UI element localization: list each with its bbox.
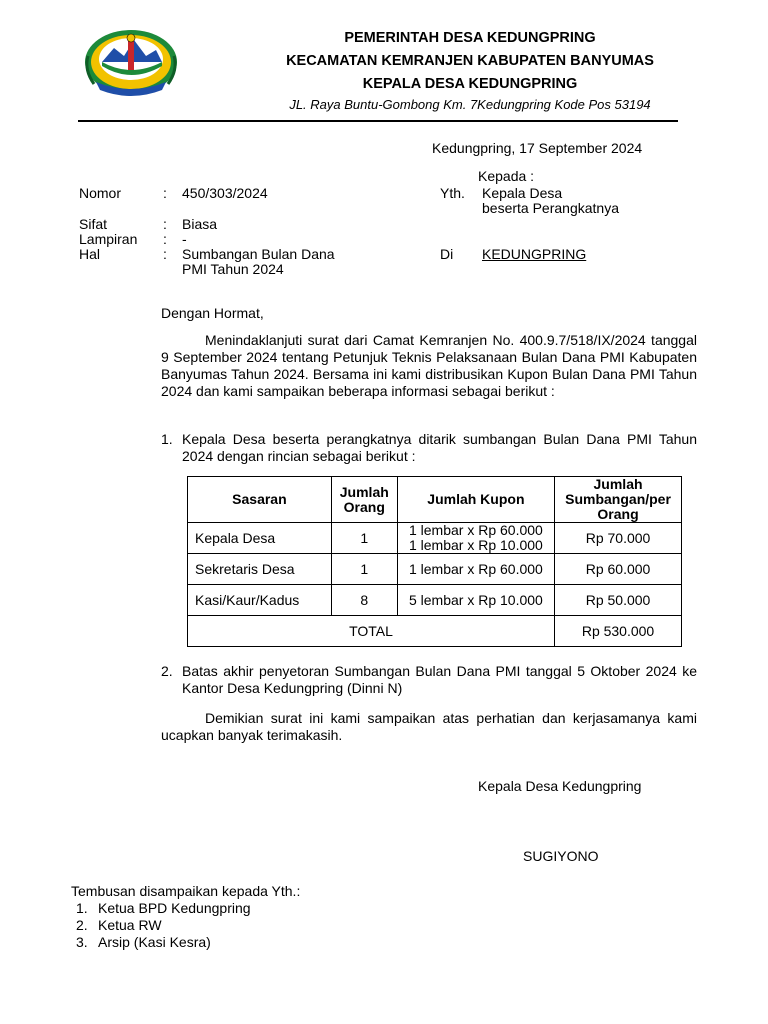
header-district: KECAMATAN KEMRANJEN KABUPATEN BANYUMAS bbox=[286, 53, 654, 69]
meta-colon: : bbox=[163, 231, 167, 247]
meta-value-hal-line2: PMI Tahun 2024 bbox=[182, 261, 284, 277]
cell-sasaran: Sekretaris Desa bbox=[188, 554, 332, 585]
meta-colon: : bbox=[163, 185, 167, 201]
cc-heading: Tembusan disampaikan kepada Yth.: bbox=[71, 883, 301, 899]
cell-total-value: Rp 530.000 bbox=[555, 616, 682, 647]
cell-kupon-line1: 1 lembar x Rp 60.000 bbox=[408, 522, 543, 538]
cell-kupon: 5 lembar x Rp 10.000 bbox=[397, 585, 554, 616]
recipient-di: Di bbox=[440, 246, 454, 262]
recipient-place: KEDUNGPRING bbox=[482, 246, 587, 262]
table-row bbox=[188, 585, 682, 616]
cc-item-number: 1. bbox=[76, 900, 88, 916]
meta-label-sifat: Sifat bbox=[79, 216, 108, 232]
meta-label-nomor: Nomor bbox=[79, 185, 122, 201]
table-row bbox=[188, 554, 682, 585]
signature-name: SUGIYONO bbox=[523, 848, 599, 864]
letter-date: Kedungpring, 17 September 2024 bbox=[432, 140, 643, 156]
column-header-sasaran: Sasaran bbox=[188, 477, 332, 523]
greeting: Dengan Hormat, bbox=[161, 305, 264, 321]
cell-total-label: TOTAL bbox=[188, 616, 555, 647]
cell-sumbangan: Rp 50.000 bbox=[555, 585, 682, 616]
cell-kupon bbox=[397, 523, 554, 554]
meta-label-lampiran: Lampiran bbox=[79, 231, 138, 247]
list-item-number: 2. bbox=[161, 663, 173, 679]
cell-sasaran: Kepala Desa bbox=[188, 523, 332, 554]
recipient-yth: Yth. bbox=[440, 185, 465, 201]
cc-item-text: Arsip (Kasi Kesra) bbox=[98, 934, 211, 950]
list-item-text: Batas akhir penyetoran Sumbangan Bulan Dana PMI tanggal 5 Oktober 2024 ke Kantor Desa Kedungpring (Dinni N) bbox=[182, 663, 697, 696]
cc-item-text: Ketua RW bbox=[98, 917, 162, 933]
column-header-jumlah-sumbangan: Jumlah Sumbangan/per Orang bbox=[555, 477, 682, 523]
cell-orang: 8 bbox=[331, 585, 397, 616]
header-government: PEMERINTAH DESA KEDUNGPRING bbox=[344, 30, 596, 46]
signature-title: Kepala Desa Kedungpring bbox=[478, 778, 642, 794]
cell-kupon-line2: 1 lembar x Rp 10.000 bbox=[408, 537, 543, 553]
table-total-row bbox=[188, 616, 682, 647]
cell-sasaran: Kasi/Kaur/Kadus bbox=[188, 585, 332, 616]
header-office: KEPALA DESA KEDUNGPRING bbox=[362, 76, 578, 92]
cc-item-number: 2. bbox=[76, 917, 88, 933]
meta-value-lampiran: - bbox=[182, 231, 187, 247]
meta-colon: : bbox=[163, 216, 167, 232]
recipient-name: Kepala Desa bbox=[482, 185, 563, 201]
column-header-jumlah-orang: Jumlah Orang bbox=[331, 477, 397, 523]
list-item-number: 1. bbox=[161, 431, 173, 447]
closing-paragraph: Demikian surat ini kami sampaikan atas perhatian dan kerjasamanya kami ucapkan banyak terimakasih. bbox=[161, 710, 697, 743]
meta-label-hal: Hal bbox=[79, 246, 101, 262]
cell-orang: 1 bbox=[331, 554, 397, 585]
intro-paragraph: Menindaklanjuti surat dari Camat Kemranjen No. 400.9.7/518/IX/2024 tanggal 9 September 2024 tentang Petunjuk Teknis Pelaksanaan Bulan Dana PMI Kabupaten Banyumas Tahun 2024. Bersama ini kami distribusikan Kupon Bulan Dana PMI Tahun 2024 dan kami sampaikan beberapa informasi sebagai berikut : bbox=[161, 332, 697, 399]
meta-value-hal: Sumbangan Bulan Dana bbox=[182, 246, 335, 262]
cell-orang: 1 bbox=[331, 523, 397, 554]
table-header-row bbox=[188, 477, 682, 523]
meta-value-sifat: Biasa bbox=[182, 216, 218, 232]
meta-colon: : bbox=[163, 246, 167, 262]
table-row bbox=[188, 523, 682, 554]
cell-sumbangan: Rp 70.000 bbox=[555, 523, 682, 554]
cc-item-text: Ketua BPD Kedungpring bbox=[98, 900, 251, 916]
village-emblem-logo bbox=[82, 26, 180, 96]
recipient-name-line2: beserta Perangkatnya bbox=[482, 200, 619, 216]
cc-item-number: 3. bbox=[76, 934, 88, 950]
recipient-kepada: Kepada : bbox=[478, 168, 535, 184]
list-item-text: Kepala Desa beserta perangkatnya ditarik sumbangan Bulan Dana PMI Tahun 2024 dengan rincian sebagai berikut : bbox=[182, 431, 697, 464]
contribution-table bbox=[187, 476, 682, 647]
meta-value-nomor: 450/303/2024 bbox=[182, 185, 268, 201]
header-divider bbox=[78, 120, 678, 122]
column-header-jumlah-kupon: Jumlah Kupon bbox=[397, 477, 554, 523]
header-address: JL. Raya Buntu-Gombong Km. 7Kedungpring Kode Pos 53194 bbox=[289, 97, 651, 112]
cell-kupon: 1 lembar x Rp 60.000 bbox=[397, 554, 554, 585]
cell-sumbangan: Rp 60.000 bbox=[555, 554, 682, 585]
